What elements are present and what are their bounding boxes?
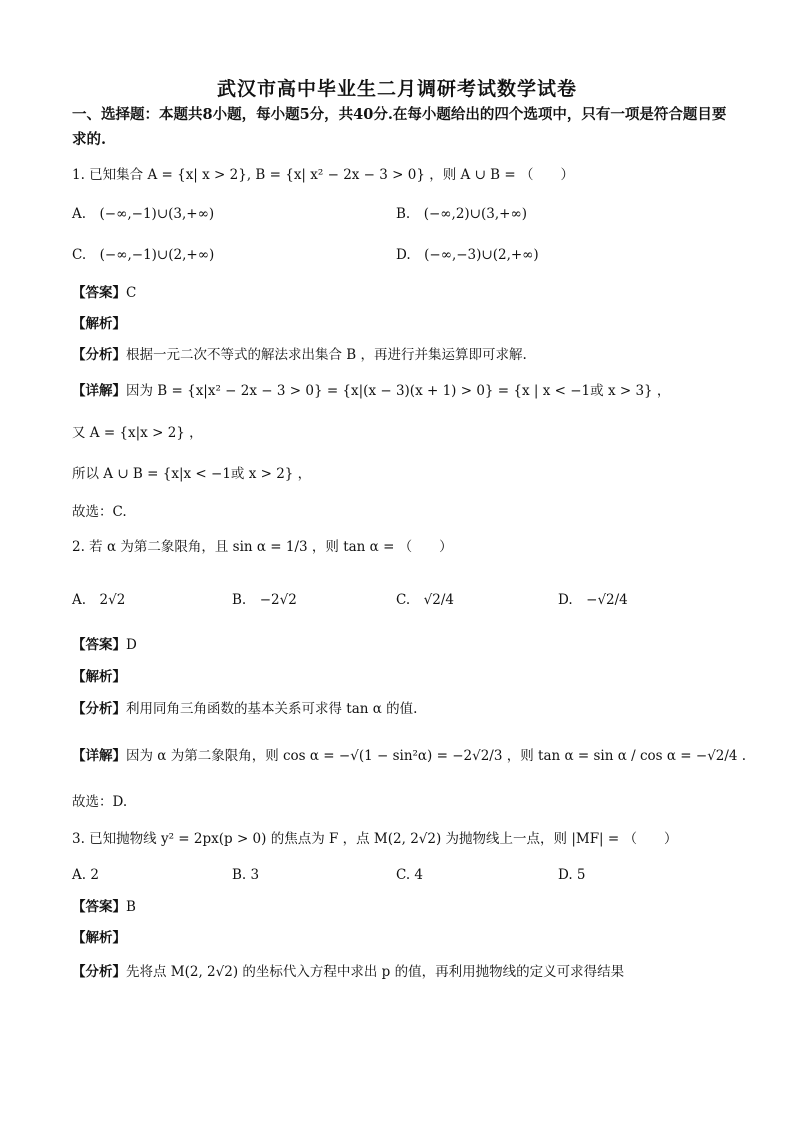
q1-option-d: D. (−∞,−3)∪(2,+∞) [396, 247, 539, 263]
q2-option-a: A. 2√2 [72, 592, 126, 608]
q1-option-c: C. (−∞,−1)∪(2,+∞) [72, 247, 215, 263]
label-tag: 【解析】 [72, 930, 126, 946]
label-tag: 【答案】 [72, 285, 126, 301]
q2-option-b: B. −2√2 [232, 592, 297, 608]
page-title: 武汉市高中毕业生二月调研考试数学试卷 [216, 78, 577, 100]
q1-choose: 故选：C. [72, 504, 127, 520]
q3-option-d: D. 5 [558, 867, 586, 883]
label-tag: 【分析】 [72, 701, 126, 717]
q2-choose: 故选：D. [72, 794, 128, 810]
label-tag: 【解析】 [72, 316, 126, 332]
q2-analysis-label [72, 668, 126, 686]
label-tag: 【分析】 [72, 964, 126, 980]
label-tag: 【分析】 [72, 347, 126, 363]
q1-detail-3: 所以 A ∪ B = {x|x < −1或 x > 2} ， [72, 466, 312, 482]
q2-detail [72, 747, 746, 765]
q2-stem: 2. 若 α 为第二象限角，且 sin α = 1/3 ，则 tan α = （ ） [72, 539, 453, 555]
label-text: C [126, 285, 137, 301]
label-tag: 【解析】 [72, 669, 126, 685]
q2-option-c: C. √2/4 [396, 592, 454, 608]
q3-option-b: B. 3 [232, 867, 260, 883]
q1-answer [72, 284, 136, 302]
q1-analysis-label [72, 315, 126, 333]
label-text: 因为 B = {x|x² − 2x − 3 > 0} = {x|(x − 3)(x + 1) > 0} = {x | x < −1或 x > 3} ， [126, 383, 671, 399]
label-text: 利用同角三角函数的基本关系可求得 tan α 的值. [126, 701, 418, 717]
q1-fenxi [72, 346, 527, 364]
q1-option-b: B. (−∞,2)∪(3,+∞) [396, 206, 527, 222]
label-tag: 【详解】 [72, 383, 126, 399]
label-tag: 【答案】 [72, 637, 126, 653]
q1-detail-2: 又 A = {x|x > 2} ， [72, 425, 203, 441]
q2-answer [72, 636, 137, 654]
q3-answer [72, 898, 136, 916]
label-text: B [126, 899, 136, 915]
q3-stem: 3. 已知抛物线 y² = 2px(p > 0) 的焦点为 F ，点 M(2, 2√2) 为抛物线上一点，则 |MF| = （ ） [72, 831, 678, 847]
q3-option-a: A. 2 [72, 867, 99, 883]
label-text: 根据一元二次不等式的解法求出集合 B ，再进行并集运算即可求解. [126, 347, 527, 363]
label-text: D [126, 637, 137, 653]
q3-fenxi [72, 963, 624, 981]
q1-stem: 1. 已知集合 A = {x| x > 2}, B = {x| x² − 2x − 3 > 0} ，则 A ∪ B = （ ） [72, 167, 574, 183]
label-text: 因为 α 为第二象限角，则 cos α = −√(1 − sin²α) = −2√2/3 ，则 tan α = sin α / cos α = −√2/4 . [126, 748, 747, 764]
q2-fenxi [72, 700, 417, 718]
q1-option-a: A. (−∞,−1)∪(3,+∞) [72, 206, 215, 222]
label-tag: 【答案】 [72, 899, 126, 915]
section-heading: 一、选择题：本题共8小题，每小题5分，共40分.在每小题给出的四个选项中，只有一项是符合题目要求的. [72, 106, 727, 148]
q3-analysis-label [72, 929, 126, 947]
q3-option-c: C. 4 [396, 867, 424, 883]
label-text: 先将点 M(2, 2√2) 的坐标代入方程中求出 p 的值，再利用抛物线的定义可求得结果 [126, 964, 625, 980]
q1-detail-1 [72, 382, 670, 400]
label-tag: 【详解】 [72, 748, 126, 764]
q2-option-d: D. −√2/4 [558, 592, 628, 608]
